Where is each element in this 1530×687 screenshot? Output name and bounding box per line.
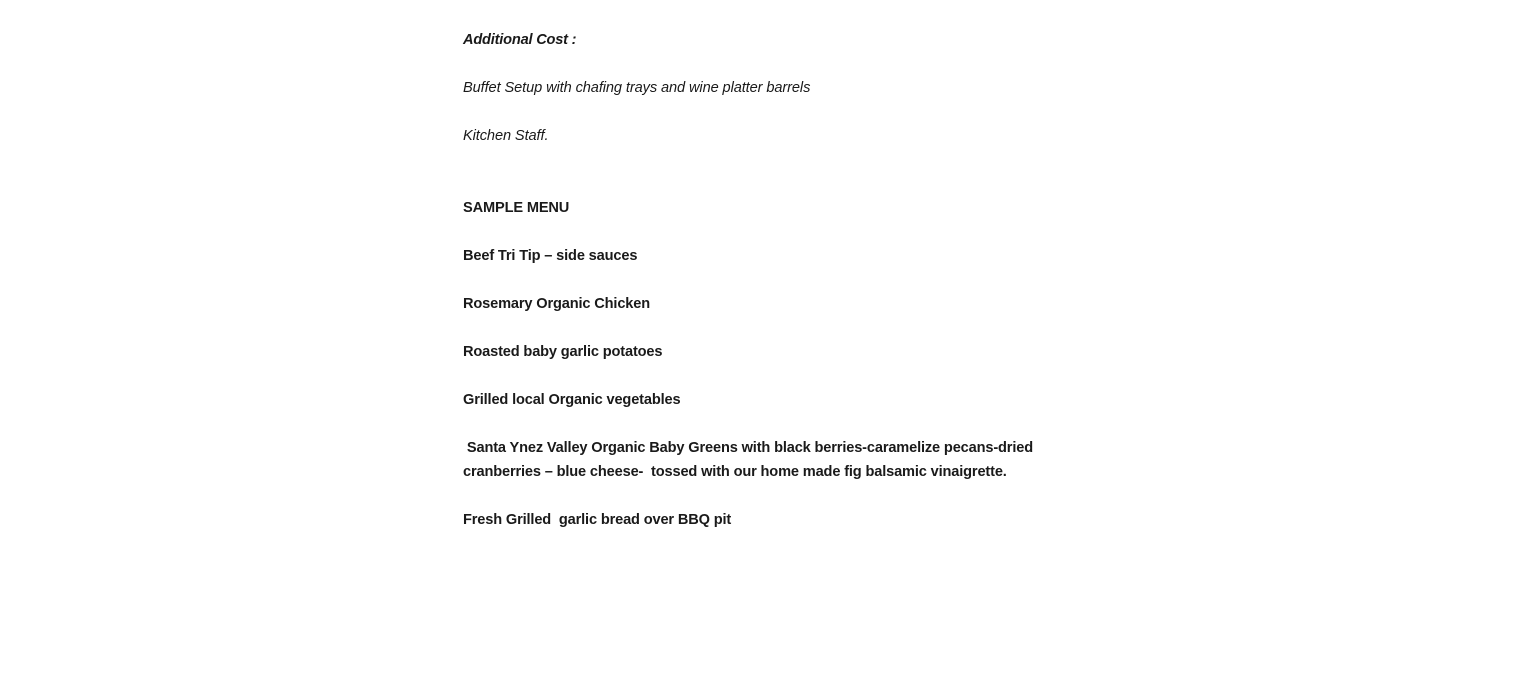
clipped-top-line [463,0,1063,4]
menu-item: Grilled local Organic vegetables [463,392,681,408]
additional-cost-heading: Additional Cost : [463,32,577,48]
spacer [463,172,1063,196]
menu-item: Roasted baby garlic potatoes [463,344,663,360]
additional-cost-item: Buffet Setup with chafing trays and wine platter barrels [463,80,811,96]
menu-item: Beef Tri Tip – side sauces [463,248,638,264]
menu-item: Santa Ynez Valley Organic Baby Greens with black berries-caramelize pecans-dried cranberries – blue cheese- tossed with our home made fig balsamic vinaigrette. [463,440,1037,480]
additional-cost-item: Kitchen Staff. [463,128,549,144]
menu-item: Rosemary Organic Chicken [463,296,651,312]
menu-item: Fresh Grilled garlic bread over BBQ pit [463,512,732,528]
document-body [463,0,1063,556]
sample-menu-heading: SAMPLE MENU [463,200,570,216]
